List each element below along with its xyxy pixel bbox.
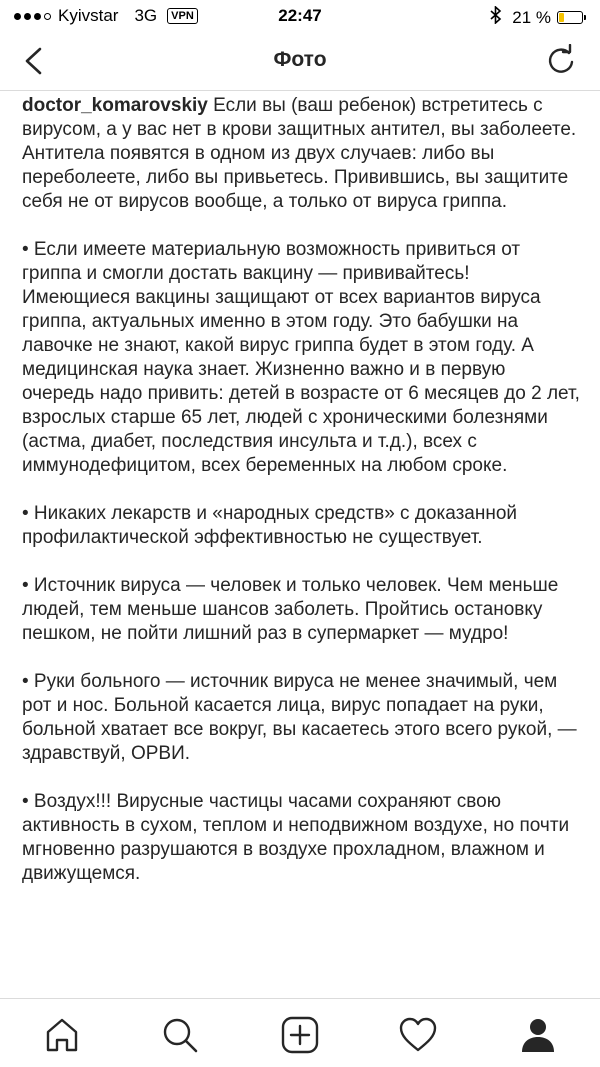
battery-percent: 21 % [512,7,551,27]
refresh-icon [544,44,578,78]
refresh-button[interactable] [544,44,578,78]
page-title: Фото [273,48,327,71]
caption-paragraph: • Если имеете материальную возможность привиться от гриппа и смогли достать вакцину — прививайтесь! Имеющиеся вакцины защищают от всех вариантов вируса гриппа, актуальных именно в этом году. Это бабушки на лавочке не знают, какой вирус гриппа будет в этом году. А медицинская наука знает. Жизненно важно и в первую очередь надо привить: детей в возрасте от 6 месяцев до 2 лет, взрослых старше 65 лет, людей с хроническими болезнями (астма, диабет, последствия инсульта и т.д.), всех с иммунодефицитом, всех беременных на любом сроке. [22,239,580,476]
vpn-badge: VPN [167,8,198,24]
caption-paragraph: • Воздух!!! Вирусные частицы часами сохраняют свою активность в сухом, теплом и неподвижном воздухе, но почти мгновенно разрушаются в воздухе прохладном, влажном и движущемся. [22,791,570,884]
author-username[interactable]: doctor_komarovskiy [22,95,208,116]
battery-tip [584,15,586,20]
status-right [490,6,586,29]
bottom-tab-bar [0,998,600,1067]
post-caption [22,94,582,999]
caption-text: Если вы (ваш ребенок) встретитесь с вирусом, а у вас нет в крови защитных антител, вы заболеете. Антитела появятся в одном из двух случаев: либо вы переболеете, либо вы привьетесь. Привившись, вы защитите себя не от вирусов вообще, а только от вируса гриппа. [22,95,577,212]
home-icon [42,1015,82,1055]
tab-home[interactable] [42,1015,82,1055]
caption-paragraph: • Руки больного — источник вируса не менее значимый, чем рот и нос. Больной касается лица, вирус попадает на руки, больной хватает все вокруг, вы касаетесь этого всего рукой, — здравствуй, ОРВИ. [22,671,577,764]
new-post-icon [280,1015,320,1055]
carrier-name: Kyivstar [58,6,119,25]
caption-paragraph [22,94,582,214]
activity-heart-icon [398,1015,438,1055]
tab-profile[interactable] [518,1015,558,1055]
tab-new-post[interactable] [280,1015,320,1055]
network-type: 3G [134,6,158,25]
battery-icon [557,11,583,24]
profile-icon [518,1015,558,1055]
nav-header [0,32,600,91]
tab-search[interactable] [160,1015,200,1055]
status-bar [0,0,600,32]
status-time: 22:47 [278,6,322,25]
caption-paragraph: • Источник вируса — человек и только человек. Чем меньше людей, тем меньше шансов заболеть. Пройтись остановку пешком, не пойти лишний раз в супермаркет — мудро! [22,575,559,644]
search-icon [160,1015,200,1055]
caption-paragraph: • Никаких лекарств и «народных средств» с доказанной профилактической эффективностью не существует. [22,503,518,548]
bluetooth-icon [490,6,502,29]
battery-fill [559,13,564,22]
tab-activity[interactable] [398,1015,438,1055]
